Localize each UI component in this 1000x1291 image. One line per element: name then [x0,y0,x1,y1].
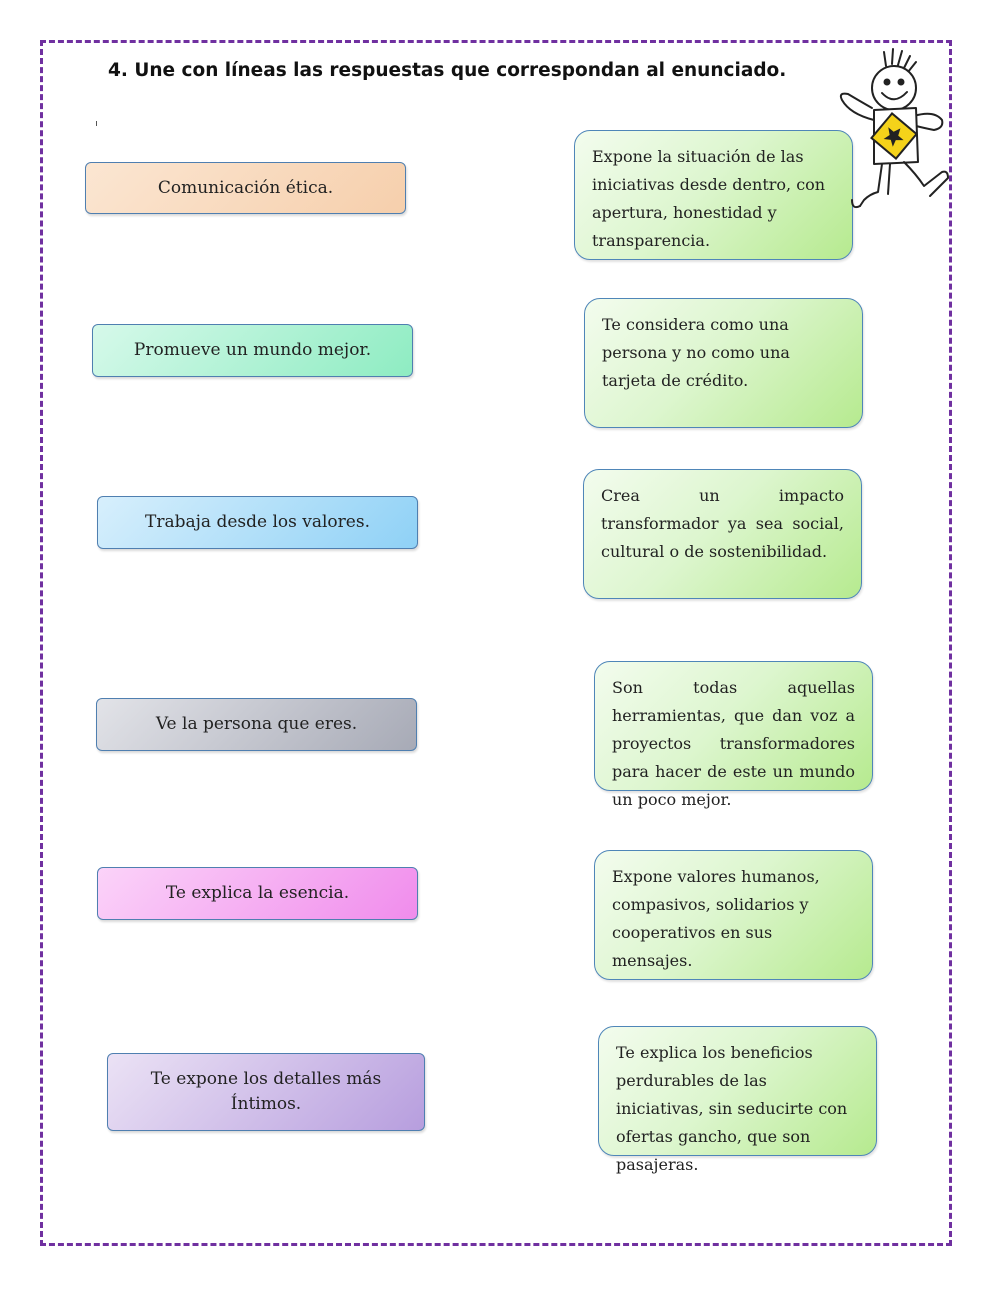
left-item-5-text: Te explica la esencia. [165,883,350,904]
left-item-3-text: Trabaja desde los valores. [145,512,370,533]
right-item-4-text: Son todas aquellas herramientas, que dan voz a proyectos transformadores para hacer de este un mundo un poco mejor. [612,678,855,809]
left-item-3[interactable] [97,496,418,549]
cartoon-kid-star-icon [830,44,950,209]
left-item-1[interactable] [85,162,406,214]
stray-mark [96,121,97,126]
right-item-2-text: Te considera como una persona y no como una tarjeta de crédito. [602,315,790,390]
right-item-4[interactable] [594,661,873,809]
right-item-3[interactable] [583,469,862,599]
left-item-6-text: Te expone los detalles más Íntimos. [150,1069,382,1114]
right-item-2[interactable] [584,298,863,428]
right-item-5-text: Expone valores humanos, compasivos, solidarios y cooperativos en sus mensajes. [612,867,820,970]
left-item-1-text: Comunicación ética. [157,177,334,198]
left-item-2[interactable] [92,324,413,377]
right-item-3-text: Crea un impacto transformador ya sea social, cultural o de sostenibilidad. [601,486,844,561]
left-item-4[interactable] [96,698,417,751]
right-item-5[interactable] [594,850,873,980]
left-item-2-text: Promueve un mundo mejor. [133,340,372,361]
right-item-1-text: Expone la situación de las iniciativas desde dentro, con apertura, honestidad y transparencia. [592,147,826,250]
left-item-5[interactable] [97,867,418,920]
left-item-4-text: Ve la persona que eres. [155,714,358,735]
right-item-6-text: Te explica los beneficios perdurables de las iniciativas, sin seducirte con ofertas gancho, que son pasajeras. [616,1043,848,1174]
right-item-1[interactable] [574,130,853,260]
exercise-title: 4. Une con líneas las respuestas que correspondan al enunciado. [108,60,787,81]
right-item-6[interactable] [598,1026,877,1174]
left-item-6[interactable] [107,1053,425,1131]
